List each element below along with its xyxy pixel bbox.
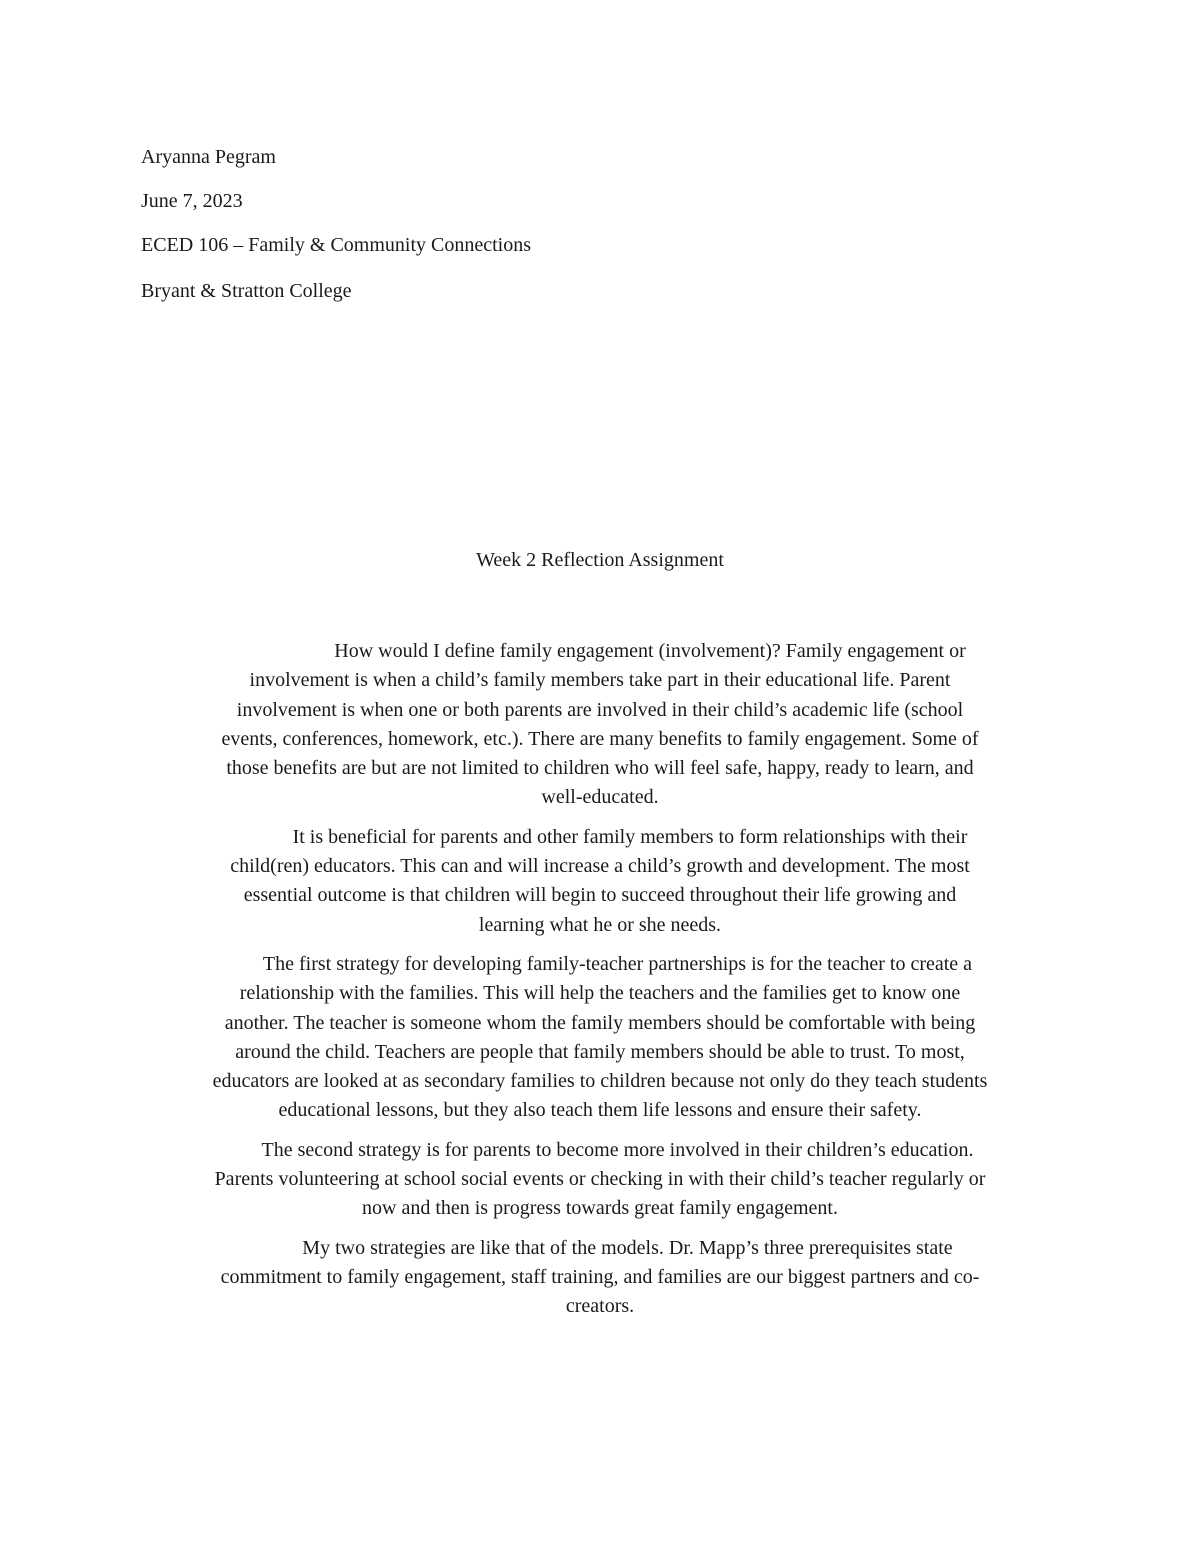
submission-date: June 7, 2023 [141, 190, 243, 212]
paragraph-line: The second strategy is for parents to become more involved in their children’s education. [226, 1138, 974, 1161]
document-title: Week 2 Reflection Assignment [476, 549, 724, 571]
student-name: Aryanna Pegram [141, 146, 276, 168]
paragraph-line: well-educated. [541, 786, 659, 809]
paragraph-2 [138, 823, 1062, 940]
paragraph-line: commitment to family engagement, staff training, and families are our biggest partners and co- [220, 1265, 980, 1288]
paragraph-line: The first strategy for developing family-teacher partnerships is for the teacher to create a [227, 952, 973, 975]
paragraph-line: involvement is when a child’s family members take part in their educational life. Parent [249, 669, 951, 692]
paragraph-5 [138, 1234, 1062, 1322]
paragraph-line: involvement is when one or both parents are involved in their child’s academic life (school [236, 698, 964, 721]
paragraph-line: another. The teacher is someone whom the family members should be comfortable with being [224, 1011, 976, 1034]
paragraph-line: It is beneficial for parents and other family members to form relationships with their [232, 825, 968, 848]
college-name: Bryant & Stratton College [141, 280, 352, 302]
paragraph-line: essential outcome is that children will begin to succeed throughout their life growing and [243, 884, 957, 907]
course-name: ECED 106 – Family & Community Connections [141, 234, 531, 256]
paragraph-line: learning what he or she needs. [478, 913, 722, 936]
paragraph-line: educational lessons, but they also teach them life lessons and ensure their safety. [278, 1099, 922, 1122]
paragraph-line: educators are looked at as secondary families to children because not only do they teach students [212, 1070, 988, 1093]
paragraph-line: Parents volunteering at school social events or checking in with their child’s teacher regularly or [214, 1168, 986, 1191]
paragraph-line: those benefits are but are not limited to children who will feel safe, happy, ready to learn, and [226, 757, 974, 780]
paragraph-line: child(ren) educators. This can and will increase a child’s growth and development. The most [230, 855, 970, 878]
paragraph-line: around the child. Teachers are people that family members should be able to trust. To most, [235, 1040, 965, 1063]
paragraph-line: creators. [565, 1295, 635, 1318]
paragraph-4 [138, 1136, 1062, 1224]
paragraph-3 [138, 950, 1062, 1126]
paragraph-line: My two strategies are like that of the models. Dr. Mapp’s three prerequisites state [247, 1236, 953, 1259]
document-body [138, 637, 1062, 1332]
paragraph-line: events, conferences, homework, etc.). There are many benefits to family engagement. Some of [221, 727, 979, 750]
paragraph-line: How would I define family engagement (involvement)? Family engagement or [234, 640, 966, 662]
paragraph-1 [138, 637, 1062, 813]
paragraph-line: now and then is progress towards great family engagement. [362, 1197, 838, 1220]
paragraph-line: relationship with the families. This will help the teachers and the families get to know one [239, 982, 961, 1005]
